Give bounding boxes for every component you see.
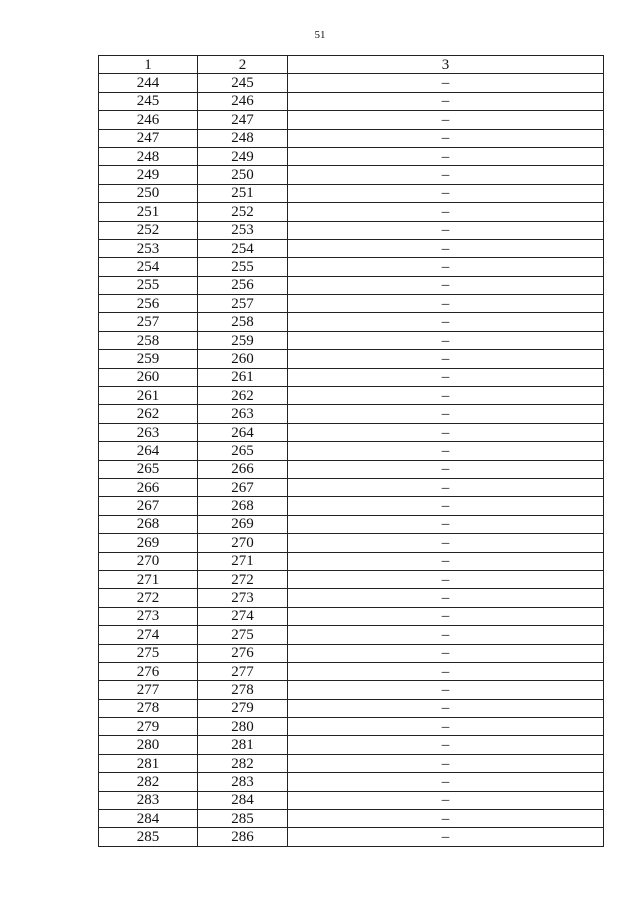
table-cell-col-1: 265: [99, 460, 198, 478]
table-cell-col-2: 281: [198, 736, 288, 754]
table-cell-col-1: 269: [99, 534, 198, 552]
table-cell-col-1: 257: [99, 313, 198, 331]
table-cell-col-3: –: [288, 681, 604, 699]
table-cell-col-1: 246: [99, 111, 198, 129]
table-cell-col-3: –: [288, 570, 604, 588]
table-cell-col-2: 256: [198, 276, 288, 294]
table-cell-col-3: –: [288, 589, 604, 607]
table-row: [99, 478, 604, 496]
table-cell-col-1: 285: [99, 828, 198, 846]
table-cell-col-3: –: [288, 111, 604, 129]
table-body: [99, 74, 604, 846]
table-cell-col-1: 248: [99, 147, 198, 165]
table-cell-col-2: 250: [198, 166, 288, 184]
table-cell-col-3: –: [288, 644, 604, 662]
table-cell-col-3: –: [288, 368, 604, 386]
table-cell-col-1: 256: [99, 295, 198, 313]
table-row: [99, 387, 604, 405]
table-cell-col-3: –: [288, 754, 604, 772]
table-row: [99, 626, 604, 644]
table-cell-col-3: –: [288, 405, 604, 423]
table-row: [99, 147, 604, 165]
table-row: [99, 515, 604, 533]
table-cell-col-1: 278: [99, 699, 198, 717]
table-cell-col-3: –: [288, 626, 604, 644]
table-cell-col-3: –: [288, 828, 604, 846]
table-cell-col-3: –: [288, 718, 604, 736]
table-cell-col-2: 274: [198, 607, 288, 625]
table-cell-col-2: 277: [198, 662, 288, 680]
table-row: [99, 828, 604, 846]
table-row: [99, 92, 604, 110]
table-cell-col-1: 251: [99, 203, 198, 221]
table-row: [99, 405, 604, 423]
table-cell-col-3: –: [288, 497, 604, 515]
table-cell-col-1: 262: [99, 405, 198, 423]
table-cell-col-1: 258: [99, 331, 198, 349]
table-cell-col-3: –: [288, 810, 604, 828]
table-row: [99, 423, 604, 441]
table-row: [99, 607, 604, 625]
table-cell-col-1: 247: [99, 129, 198, 147]
table-row: [99, 736, 604, 754]
table-cell-col-2: 283: [198, 773, 288, 791]
table-row: [99, 111, 604, 129]
table-cell-col-1: 275: [99, 644, 198, 662]
table-cell-col-3: –: [288, 662, 604, 680]
table-row: [99, 644, 604, 662]
table-cell-col-2: 273: [198, 589, 288, 607]
table-cell-col-2: 275: [198, 626, 288, 644]
table-cell-col-3: –: [288, 699, 604, 717]
table-cell-col-2: 271: [198, 552, 288, 570]
table-cell-col-3: –: [288, 331, 604, 349]
table-row: [99, 497, 604, 515]
table-cell-col-2: 286: [198, 828, 288, 846]
table-cell-col-2: 258: [198, 313, 288, 331]
table-cell-col-1: 245: [99, 92, 198, 110]
table-row: [99, 589, 604, 607]
table-cell-col-1: 266: [99, 478, 198, 496]
table-cell-col-2: 278: [198, 681, 288, 699]
table-header-row: [99, 56, 604, 74]
table-cell-col-1: 284: [99, 810, 198, 828]
table-cell-col-1: 261: [99, 387, 198, 405]
table-row: [99, 74, 604, 92]
table-row: [99, 331, 604, 349]
table-cell-col-3: –: [288, 736, 604, 754]
table-row: [99, 534, 604, 552]
table-cell-col-1: 260: [99, 368, 198, 386]
table-cell-col-2: 279: [198, 699, 288, 717]
table-cell-col-2: 272: [198, 570, 288, 588]
table-row: [99, 129, 604, 147]
table-cell-col-1: 253: [99, 239, 198, 257]
table-row: [99, 718, 604, 736]
table-row: [99, 699, 604, 717]
table-row: [99, 239, 604, 257]
table-cell-col-2: 260: [198, 350, 288, 368]
table-cell-col-3: –: [288, 387, 604, 405]
table-row: [99, 681, 604, 699]
table-row: [99, 460, 604, 478]
table-row: [99, 350, 604, 368]
table-cell-col-1: 267: [99, 497, 198, 515]
table-cell-col-3: –: [288, 276, 604, 294]
table-row: [99, 368, 604, 386]
table-cell-col-3: –: [288, 92, 604, 110]
table-cell-col-3: –: [288, 129, 604, 147]
table-cell-col-2: 264: [198, 423, 288, 441]
table-cell-col-2: 263: [198, 405, 288, 423]
table-row: [99, 662, 604, 680]
table-row: [99, 166, 604, 184]
table-cell-col-1: 270: [99, 552, 198, 570]
table-row: [99, 221, 604, 239]
table-cell-col-3: –: [288, 423, 604, 441]
table-cell-col-3: –: [288, 791, 604, 809]
table-cell-col-2: 285: [198, 810, 288, 828]
table-cell-col-2: 251: [198, 184, 288, 202]
table-cell-col-1: 250: [99, 184, 198, 202]
table-cell-col-3: –: [288, 295, 604, 313]
table-row: [99, 258, 604, 276]
column-header-3: 3: [288, 56, 604, 74]
table-cell-col-2: 261: [198, 368, 288, 386]
table-cell-col-2: 253: [198, 221, 288, 239]
table-cell-col-2: 267: [198, 478, 288, 496]
table-cell-col-1: 252: [99, 221, 198, 239]
table-cell-col-3: –: [288, 534, 604, 552]
table-row: [99, 754, 604, 772]
table-row: [99, 791, 604, 809]
table-cell-col-3: –: [288, 221, 604, 239]
table-row: [99, 313, 604, 331]
table-cell-col-1: 274: [99, 626, 198, 644]
table-row: [99, 570, 604, 588]
table-cell-col-3: –: [288, 552, 604, 570]
table-cell-col-2: 276: [198, 644, 288, 662]
table-cell-col-3: –: [288, 442, 604, 460]
table-row: [99, 442, 604, 460]
column-header-1: 1: [99, 56, 198, 74]
table-cell-col-1: 282: [99, 773, 198, 791]
table-cell-col-2: 266: [198, 460, 288, 478]
table-cell-col-2: 249: [198, 147, 288, 165]
page-number: 51: [314, 29, 326, 41]
table-cell-col-1: 263: [99, 423, 198, 441]
table-cell-col-3: –: [288, 773, 604, 791]
table-cell-col-3: –: [288, 460, 604, 478]
table-cell-col-3: –: [288, 478, 604, 496]
table-cell-col-3: –: [288, 147, 604, 165]
table-cell-col-3: –: [288, 239, 604, 257]
table-cell-col-2: 248: [198, 129, 288, 147]
table-row: [99, 552, 604, 570]
table-cell-col-2: 270: [198, 534, 288, 552]
table-cell-col-1: 273: [99, 607, 198, 625]
table-row: [99, 295, 604, 313]
table-cell-col-2: 259: [198, 331, 288, 349]
table-cell-col-1: 272: [99, 589, 198, 607]
table-cell-col-3: –: [288, 203, 604, 221]
table-cell-col-3: –: [288, 313, 604, 331]
table-cell-col-3: –: [288, 74, 604, 92]
table-cell-col-2: 254: [198, 239, 288, 257]
table-cell-col-1: 264: [99, 442, 198, 460]
table-cell-col-2: 246: [198, 92, 288, 110]
table-cell-col-2: 282: [198, 754, 288, 772]
table-cell-col-1: 259: [99, 350, 198, 368]
table-cell-col-1: 254: [99, 258, 198, 276]
table-cell-col-1: 281: [99, 754, 198, 772]
table-cell-col-2: 262: [198, 387, 288, 405]
table-row: [99, 203, 604, 221]
table-cell-col-2: 265: [198, 442, 288, 460]
table-cell-col-2: 245: [198, 74, 288, 92]
table-row: [99, 810, 604, 828]
table-cell-col-2: 252: [198, 203, 288, 221]
table-cell-col-1: 244: [99, 74, 198, 92]
column-header-2: 2: [198, 56, 288, 74]
table-row: [99, 276, 604, 294]
table-row: [99, 773, 604, 791]
table-cell-col-1: 283: [99, 791, 198, 809]
table-row: [99, 184, 604, 202]
table-cell-col-2: 284: [198, 791, 288, 809]
table-cell-col-2: 255: [198, 258, 288, 276]
table-cell-col-1: 255: [99, 276, 198, 294]
table-cell-col-2: 247: [198, 111, 288, 129]
table-cell-col-2: 257: [198, 295, 288, 313]
table-cell-col-1: 268: [99, 515, 198, 533]
table-cell-col-3: –: [288, 184, 604, 202]
table-cell-col-3: –: [288, 515, 604, 533]
table-cell-col-1: 277: [99, 681, 198, 699]
table-cell-col-1: 271: [99, 570, 198, 588]
table-cell-col-3: –: [288, 607, 604, 625]
table-cell-col-3: –: [288, 350, 604, 368]
table-cell-col-2: 268: [198, 497, 288, 515]
table-cell-col-1: 279: [99, 718, 198, 736]
data-table: [98, 55, 604, 847]
table-cell-col-3: –: [288, 166, 604, 184]
table-cell-col-1: 276: [99, 662, 198, 680]
table-cell-col-1: 249: [99, 166, 198, 184]
table-cell-col-3: –: [288, 258, 604, 276]
table-cell-col-2: 269: [198, 515, 288, 533]
table-cell-col-2: 280: [198, 718, 288, 736]
table-cell-col-1: 280: [99, 736, 198, 754]
